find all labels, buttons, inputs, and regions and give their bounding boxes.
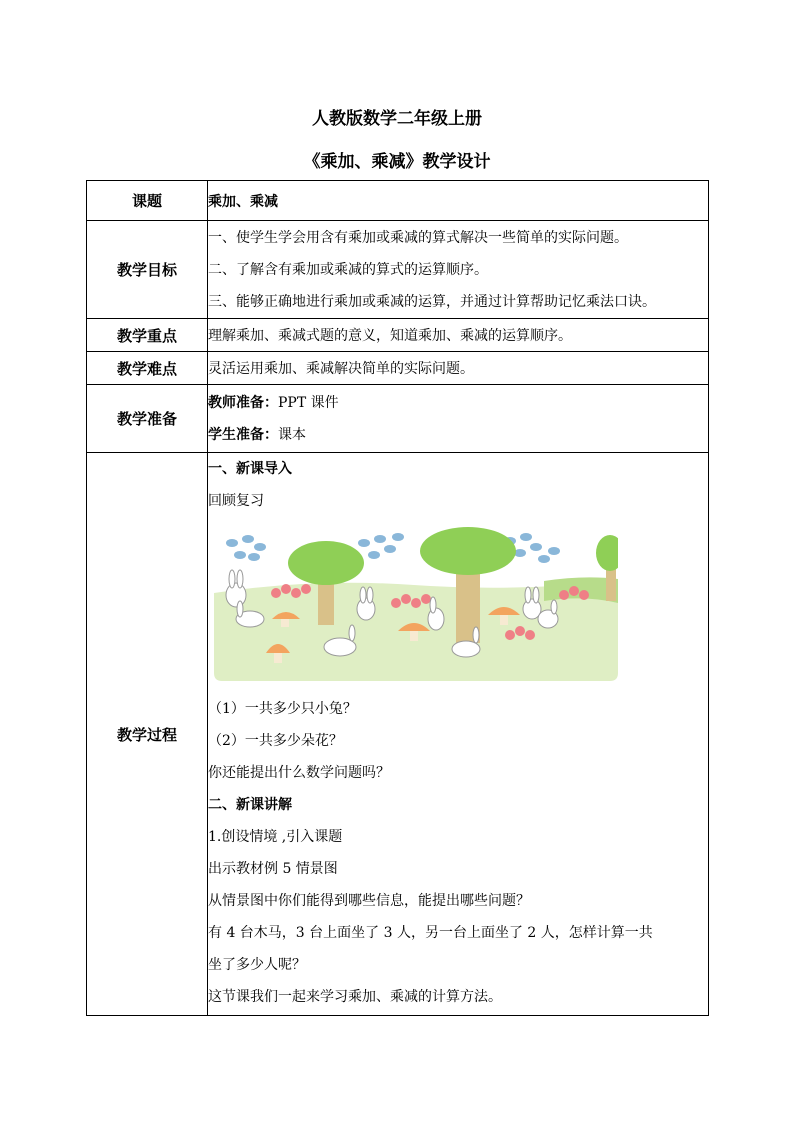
goal-item: 二、了解含有乘加或乘减的算式的运算顺序。 [208,261,488,278]
row-difficulties [87,352,709,385]
rabbits-flowers-illustration [214,523,618,683]
goal-item: 一、使学生学会用含有乘加或乘减的算式解决一些简单的实际问题。 [208,229,628,246]
step1-ask: 从情景图中你们能得到哪些信息，能提出哪些问题？ [208,893,530,909]
lesson-plan-table [86,180,709,1016]
scene-illustration [208,517,708,693]
label-topic: 课题 [87,181,208,221]
step1-show: 出示教材例 5 情景图 [208,861,338,877]
label-key-points: 教学重点 [87,319,208,352]
document-title: 人教版数学二年级上册 [312,109,482,129]
label-process: 教学过程 [87,453,208,1016]
document-subtitle: 《乘加、乘减》教学设计 [303,152,491,172]
teacher-prep-value: PPT 课件 [278,394,339,411]
row-goals [87,221,709,319]
question-1: （1）一共多少只小兔？ [208,701,357,717]
teacher-prep-label: 教师准备： [208,394,278,411]
review-text: 回顾复习 [208,493,264,509]
difficulties-value: 灵活运用乘加、乘减解决简单的实际问题。 [208,352,709,385]
step1-title: 1.创设情境 ,引入课题 [208,829,343,845]
row-topic [87,181,709,221]
question-3: 你还能提出什么数学问题吗？ [208,765,390,781]
label-goals: 教学目标 [87,221,208,319]
label-preparation: 教学准备 [87,385,208,453]
question-2: （2）一共多少朵花？ [208,733,343,749]
key-points-value: 理解乘加、乘减式题的意义，知道乘加、乘减的运算顺序。 [208,319,709,352]
label-difficulties: 教学难点 [87,352,208,385]
goal-item: 三、能够正确地进行乘加或乘减的运算，并通过计算帮助记忆乘法口诀。 [208,293,656,310]
topic-value: 乘加、乘减 [208,193,278,210]
row-preparation [87,385,709,453]
student-prep-value: 课本 [278,426,306,443]
student-prep-label: 学生准备： [208,426,278,443]
closing-line: 这节课我们一起来学习乘加、乘减的计算方法。 [208,989,502,1005]
section1-heading: 一、新课导入 [208,461,292,477]
row-key-points [87,319,709,352]
problem-line-1: 有 4 台木马，3 台上面坐了 3 人，另一台上面坐了 2 人，怎样计算一共 [208,925,653,941]
section2-heading: 二、新课讲解 [208,797,292,813]
problem-line-2: 坐了多少人呢？ [208,957,306,973]
row-process [87,453,709,1016]
